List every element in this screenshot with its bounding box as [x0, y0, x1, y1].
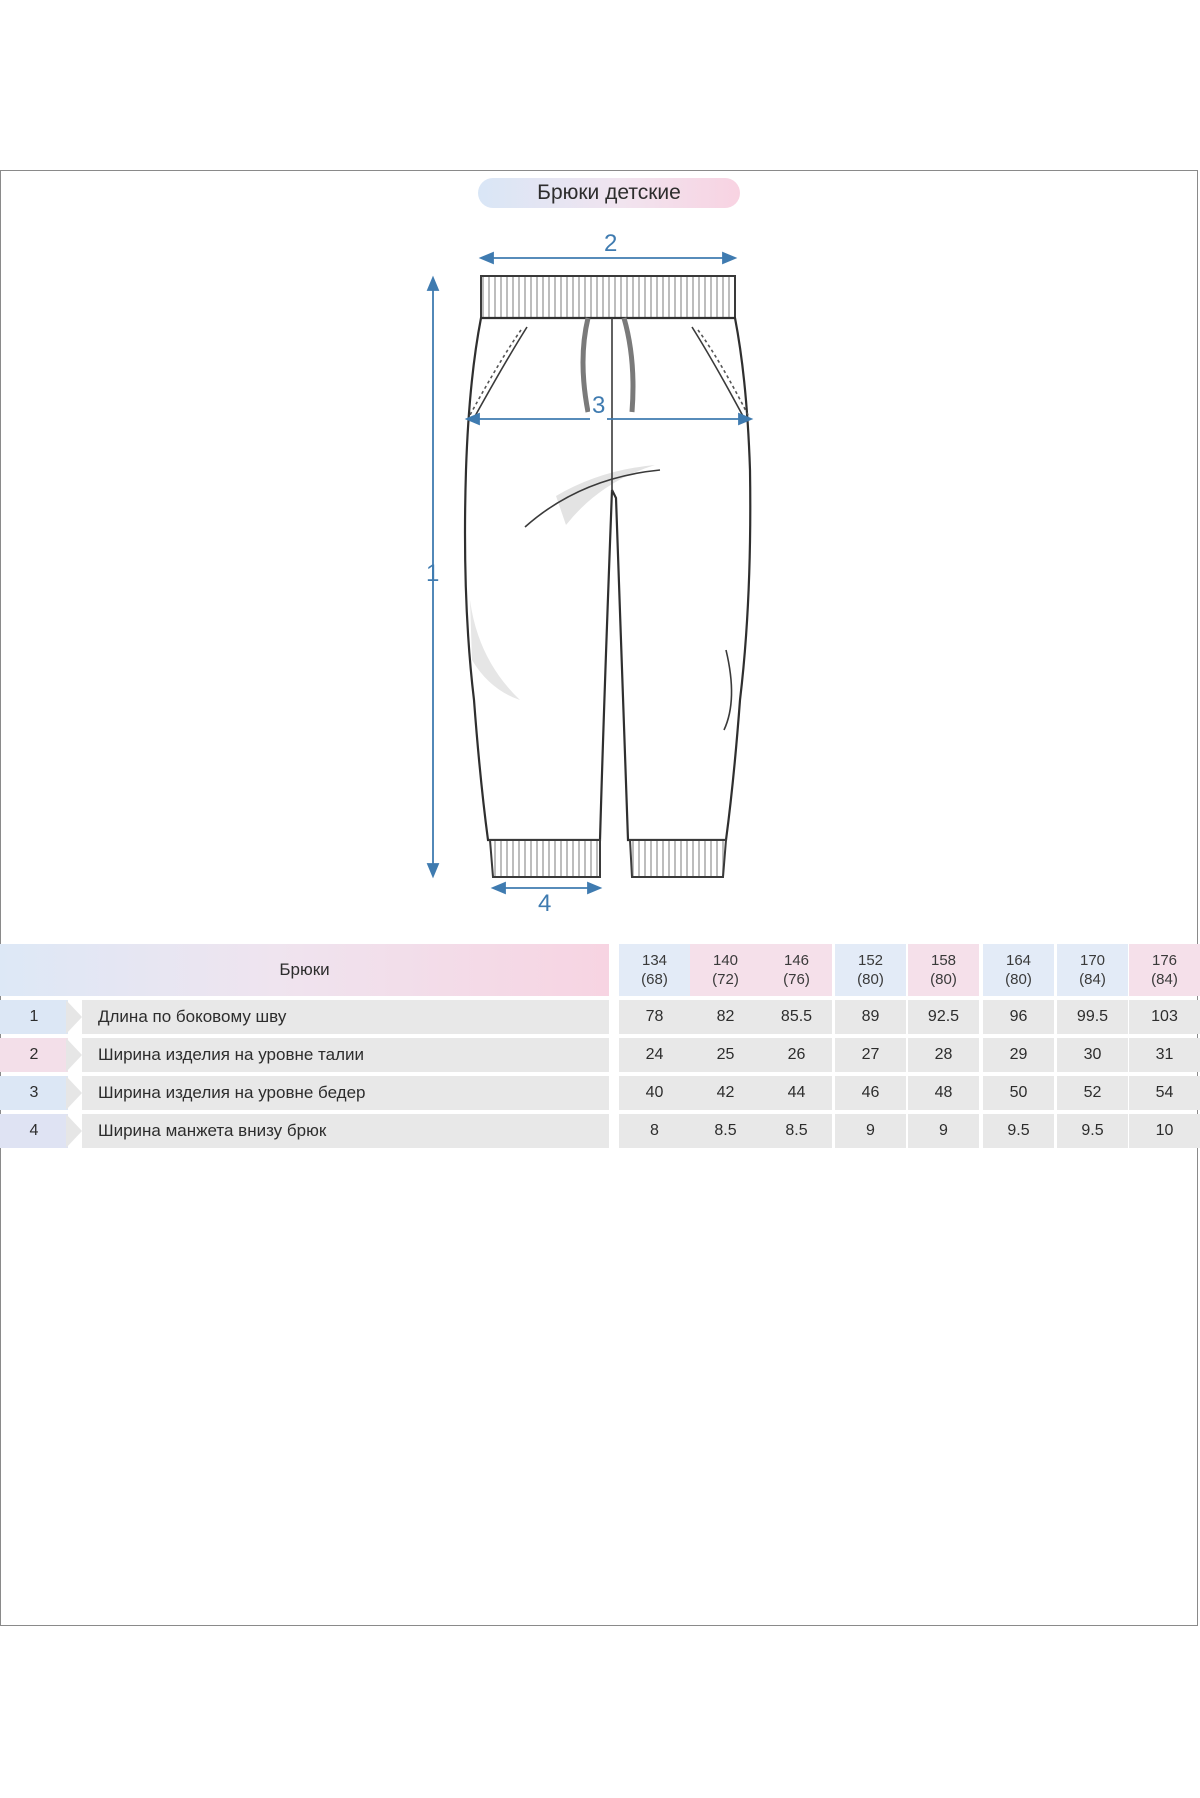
- table-cell: 28: [908, 1038, 979, 1072]
- table-cell: 27: [835, 1038, 906, 1072]
- table-cell: 48: [908, 1076, 979, 1110]
- table-cell: 26: [761, 1038, 832, 1072]
- table-cell: 9.5: [983, 1114, 1054, 1148]
- table-cell: 10: [1129, 1114, 1200, 1148]
- marker-hip: 3: [592, 392, 606, 419]
- table-cell: 8: [619, 1114, 690, 1148]
- row-label: Длина по боковому шву: [82, 1000, 609, 1034]
- size-column-header: [761, 944, 832, 996]
- table-row: [0, 1038, 1200, 1072]
- row-label: Ширина изделия на уровне талии: [82, 1038, 609, 1072]
- size-column-header: [983, 944, 1054, 996]
- size-column-header: [1129, 944, 1200, 996]
- table-cell: 9: [835, 1114, 906, 1148]
- row-arrow: [66, 1038, 82, 1072]
- pants-diagram: [400, 225, 780, 915]
- table-cell: 89: [835, 1000, 906, 1034]
- row-number: 4: [0, 1114, 68, 1148]
- size-column-header: [1057, 944, 1128, 996]
- row-arrow: [66, 1114, 82, 1148]
- table-cell: 31: [1129, 1038, 1200, 1072]
- table-cell: 8.5: [690, 1114, 761, 1148]
- size-height: 134: [641, 952, 668, 969]
- waistband: [481, 276, 735, 318]
- size-height: 140: [712, 952, 739, 969]
- size-chest: (80): [1005, 971, 1032, 988]
- table-cell: 42: [690, 1076, 761, 1110]
- table-cell: 50: [983, 1076, 1054, 1110]
- size-height: 176: [1151, 952, 1178, 969]
- table-cell: 44: [761, 1076, 832, 1110]
- size-height: 152: [857, 952, 884, 969]
- row-number: 3: [0, 1076, 68, 1110]
- table-cell: 54: [1129, 1076, 1200, 1110]
- size-height: 146: [783, 952, 810, 969]
- row-number: 1: [0, 1000, 68, 1034]
- table-cell: 25: [690, 1038, 761, 1072]
- table-cell: 9: [908, 1114, 979, 1148]
- row-number: 2: [0, 1038, 68, 1072]
- size-chest: (76): [783, 971, 810, 988]
- table-cell: 9.5: [1057, 1114, 1128, 1148]
- table-cell: 24: [619, 1038, 690, 1072]
- table-cell: 103: [1129, 1000, 1200, 1034]
- table-cell: 92.5: [908, 1000, 979, 1034]
- size-chest: (84): [1079, 971, 1106, 988]
- table-cell: 52: [1057, 1076, 1128, 1110]
- row-label: Ширина изделия на уровне бедер: [82, 1076, 609, 1110]
- table-row: [0, 1000, 1200, 1034]
- marker-length: 1: [426, 560, 440, 587]
- size-column-header: [690, 944, 761, 996]
- table-cell: 29: [983, 1038, 1054, 1072]
- size-chest: (68): [641, 971, 668, 988]
- size-chest: (80): [857, 971, 884, 988]
- table-cell: 96: [983, 1000, 1054, 1034]
- table-header-label: Брюки: [0, 944, 609, 996]
- marker-cuff: 4: [538, 890, 552, 917]
- table-cell: 99.5: [1057, 1000, 1128, 1034]
- size-height: 158: [930, 952, 957, 969]
- row-arrow: [66, 1076, 82, 1110]
- table-cell: 30: [1057, 1038, 1128, 1072]
- size-height: 164: [1005, 952, 1032, 969]
- size-chest: (72): [712, 971, 739, 988]
- left-cuff: [490, 840, 600, 877]
- row-arrow: [66, 1000, 82, 1034]
- pants-outline: [465, 318, 750, 840]
- right-cuff: [630, 840, 726, 877]
- size-height: 170: [1079, 952, 1106, 969]
- table-cell: 78: [619, 1000, 690, 1034]
- size-column-header: [908, 944, 979, 996]
- size-column-header: [835, 944, 906, 996]
- page-title: Брюки детские: [478, 178, 740, 208]
- size-chest: (84): [1151, 971, 1178, 988]
- table-cell: 46: [835, 1076, 906, 1110]
- table-cell: 85.5: [761, 1000, 832, 1034]
- row-label: Ширина манжета внизу брюк: [82, 1114, 609, 1148]
- table-cell: 40: [619, 1076, 690, 1110]
- table-cell: 8.5: [761, 1114, 832, 1148]
- table-row: [0, 1076, 1200, 1110]
- table-row: [0, 1114, 1200, 1148]
- size-column-header: [619, 944, 690, 996]
- table-cell: 82: [690, 1000, 761, 1034]
- size-chest: (80): [930, 971, 957, 988]
- marker-waist: 2: [604, 230, 618, 257]
